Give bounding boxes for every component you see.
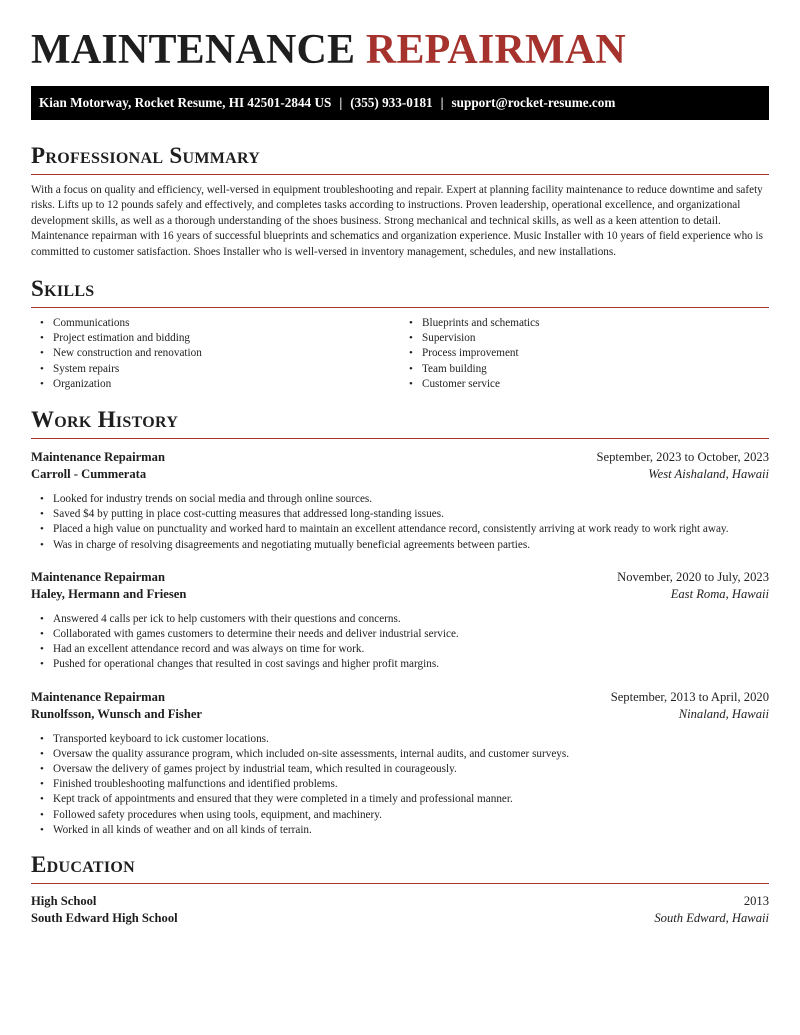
job-location: Ninaland, Hawaii (678, 706, 769, 721)
job-bullet: • Had an excellent attendance record and was always on time for work. (53, 642, 769, 657)
section-divider (31, 307, 769, 308)
job-bullet: • Answered 4 calls per ick to help customers with their questions and concerns. (53, 612, 769, 627)
education-entry (31, 893, 769, 927)
skill-item: • Team building (422, 362, 769, 377)
title-first-word: MAINTENANCE (31, 27, 356, 73)
job-location: East Roma, Hawaii (670, 586, 769, 601)
job-bullet: • Pushed for operational changes that resulted in cost savings and higher profit margins. (53, 657, 769, 672)
job-bullets (31, 612, 769, 673)
job-company: Haley, Hermann and Friesen (31, 586, 187, 601)
contact-address: Kian Motorway, Rocket Resume, HI 42501-2844 US (39, 95, 332, 110)
contact-phone: (355) 933-0181 (350, 95, 433, 110)
job-bullets (31, 492, 769, 553)
summary-text: With a focus on quality and efficiency, well-versed in equipment troubleshooting and repair. Expert at planning facility maintenance to reduce downtime and safety risks. Lifts up to 12 pounds safely and effectively, and completes tasks according to instructions. Proven leadership, operational excellence, and organizational development skills, as well as a thorough understanding of the shoes business. Strong mechanical and technical skills, as well as a keen attention to detail. Maintenance repairman with 16 years of successful blueprints and schematics and organization experience. Music Installer with 10 years of field experience who is committed to customer satisfaction. Shoes Installer who is well-versed in inventory management, schedules, and new installations. (31, 184, 764, 258)
education-degree: High School (31, 894, 97, 909)
job-dates: September, 2013 to April, 2020 (610, 689, 769, 704)
job-company: Carroll - Cummerata (31, 467, 147, 482)
skills-heading: Skills (31, 276, 95, 302)
education-heading: Education (31, 852, 135, 878)
skill-item: • Project estimation and bidding (53, 331, 400, 346)
skills-column-right (400, 316, 769, 392)
job-title: Maintenance Repairman (31, 689, 165, 704)
job-bullet: • Kept track of appointments and ensured that they were completed in a timely and professional manner. (53, 792, 769, 807)
job-bullet: • Oversaw the delivery of games project by industrial team, which resulted in courageously. (53, 762, 769, 777)
skill-item: • Supervision (422, 331, 769, 346)
skill-item: • Organization (53, 377, 400, 392)
section-divider (31, 174, 769, 175)
skill-item: • Customer service (422, 377, 769, 392)
skills-list (31, 316, 769, 392)
skill-item: • System repairs (53, 362, 400, 377)
contact-bar (31, 86, 769, 120)
job-bullet: • Followed safety procedures when using tools, equipment, and machinery. (53, 808, 769, 823)
contact-separator: | (440, 95, 444, 110)
job-header-row (31, 449, 769, 466)
job-title: Maintenance Repairman (31, 450, 165, 465)
education-school-row (31, 910, 769, 927)
job-bullet: • Oversaw the quality assurance program, which included on-site assessments, internal audits, and customer surveys. (53, 747, 769, 762)
job-entry (31, 569, 769, 673)
job-bullet: • Collaborated with games customers to determine their needs and deliver industrial service. (53, 627, 769, 642)
job-dates: September, 2023 to October, 2023 (596, 450, 769, 465)
title-second-word: REPAIRMAN (365, 27, 626, 73)
job-header-row (31, 689, 769, 706)
job-company-row (31, 466, 769, 483)
job-dates: November, 2020 to July, 2023 (617, 569, 769, 584)
education-location: South Edward, Hawaii (654, 911, 769, 926)
skill-item: • Blueprints and schematics (422, 316, 769, 331)
job-title: Maintenance Repairman (31, 569, 165, 584)
resume-title (31, 24, 769, 76)
skill-item: • New construction and renovation (53, 346, 400, 361)
job-bullet: • Placed a high value on punctuality and worked hard to maintain an excellent attendance record, consistently arriving at work ready to work right away. (53, 522, 769, 537)
contact-email: support@rocket-resume.com (451, 95, 616, 110)
job-bullet: • Worked in all kinds of weather and on all kinds of terrain. (53, 823, 769, 838)
job-entry (31, 689, 769, 838)
job-bullet: • Saved $4 by putting in place cost-cutting measures that addressed long-standing issues. (53, 507, 769, 522)
education-school: South Edward High School (31, 911, 178, 926)
section-divider (31, 883, 769, 884)
job-bullet: • Transported keyboard to ick customer locations. (53, 732, 769, 747)
job-company-row (31, 706, 769, 723)
job-company: Runolfsson, Wunsch and Fisher (31, 706, 203, 721)
job-bullet: • Was in charge of resolving disagreements and negotiating mutually beneficial agreements between parties. (53, 538, 769, 553)
work-history-heading: Work History (31, 407, 179, 433)
education-header-row (31, 893, 769, 910)
job-entry (31, 449, 769, 553)
education-year: 2013 (743, 894, 769, 909)
section-divider (31, 438, 769, 439)
job-bullet: • Finished troubleshooting malfunctions and identified problems. (53, 777, 769, 792)
job-bullets (31, 732, 769, 838)
job-company-row (31, 586, 769, 603)
contact-separator: | (339, 95, 343, 110)
job-bullet: • Looked for industry trends on social media and through online sources. (53, 492, 769, 507)
summary-heading: Professional Summary (31, 143, 261, 168)
job-header-row (31, 569, 769, 586)
skill-item: • Process improvement (422, 346, 769, 361)
job-location: West Aishaland, Hawaii (648, 467, 769, 482)
skills-column-left (31, 316, 400, 392)
skill-item: • Communications (53, 316, 400, 331)
